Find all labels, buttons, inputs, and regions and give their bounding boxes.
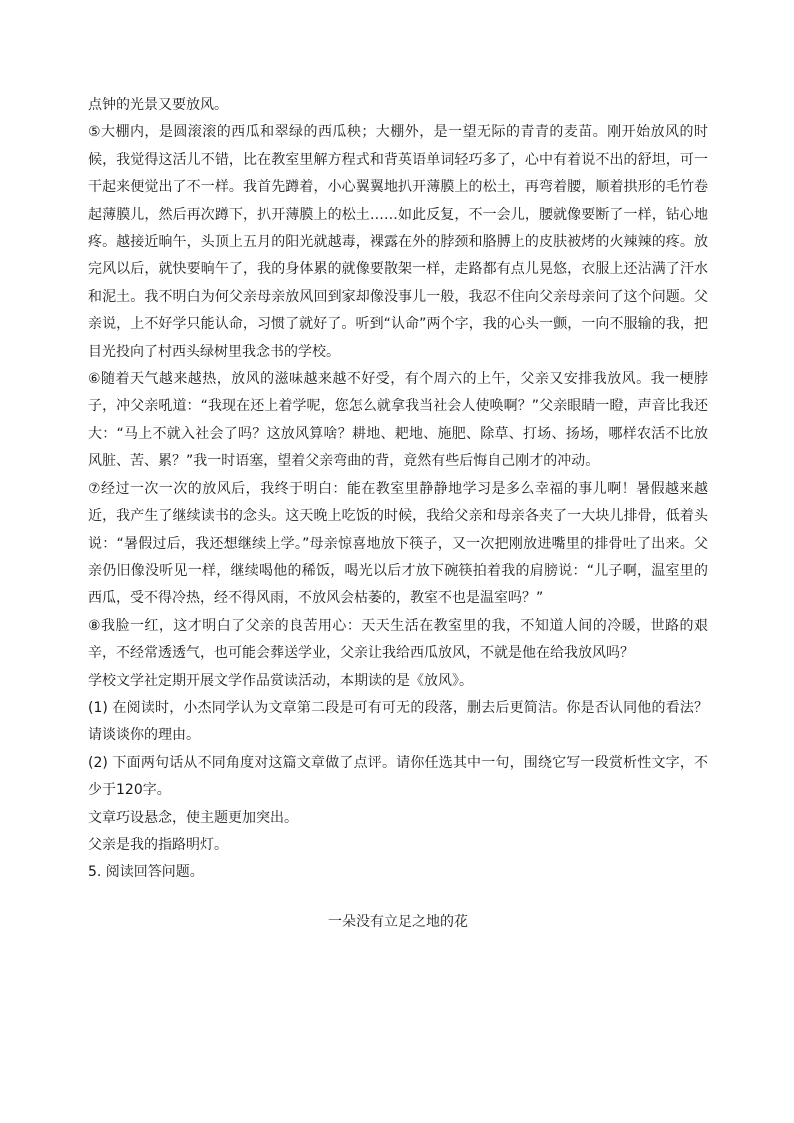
comment-option-2: 父亲是我的指路明灯。 [88,836,228,853]
activity-intro: 学校文学社定期开展文学作品赏读活动，本期读的是《放风》。 [88,672,473,689]
section-5-heading: 5. 阅读回答问题。 [88,864,204,881]
paragraph-5: ⑤大棚内，是圆滚滚的西瓜和翠绿的西瓜秧；大棚外，是一望无际的青青的麦苗。刚开始放风的时候，我觉得这活儿不错，比在教室里解方程式和背英语单词轻巧多了，心中有着说不出的舒坦，可一干起来便觉出了不一样。我首先蹲着，小心翼翼地扒开薄膜上的松土，再弯着腰，顺着拱形的毛竹卷起薄膜儿，然后再次蹲下，扒开薄膜上的松土……如此反复，不一会儿，腰就像要断了一样，钻心地疼。越接近晌午，头顶上五月的阳光就越毒，裸露在外的脖颈和胳膊上的皮肤被烤的火辣辣的疼。放完风以后，就快要晌午了，我的身体累的就像要散架一样，走路都有点儿晃悠，衣服上还沾满了汗水和泥土。我不明白为何父亲母亲放风回到家却像没事儿一般，我忍不住向父亲母亲问了这个问题。父亲说，上不好学只能认命，习惯了就好了。听到“认命”两个字，我的心头一颤，一向不服输的我，把目光投向了村西头绿树里我念书的学校。 [88,124,708,360]
paragraph-7: ⑦经过一次一次的放风后，我终于明白：能在教室里静静地学习是多么幸福的事儿啊！暑假越来越近，我产生了继续读书的念头。这天晚上吃饭的时候，我给父亲和母亲各夹了一大块儿排骨，低着头说：“暑假过后，我还想继续上学。”母亲惊喜地放下筷子，又一次把刚放进嘴里的排骨吐了出来。父亲仍旧像没听见一样，继续喝他的稀饭，喝光以后才放下碗筷拍着我的肩膀说：“儿子啊，温室里的西瓜，受不得冷热，经不得风雨，不放风会枯萎的，教室不也是温室吗？” [88,480,708,607]
paragraph-continuation: 点钟的光景又要放风。 [88,97,228,113]
question-2: (2) 下面两句话从不同角度对这篇文章做了点评。请你任选其中一句，围绕它写一段赏析性文字，不少于120字。 [88,754,708,799]
paragraph-8: ⑧我脸一红，这才明白了父亲的良苦用心：天天生活在教室里的我，不知道人间的冷暖，世路的艰辛，不经常透透气，也可能会葬送学业，父亲让我给西瓜放风，不就是他在给我放风吗？ [88,617,708,662]
question-1: (1) 在阅读时，小杰同学认为文章第二段是可有可无的段落，删去后更简洁。你是否认同他的看法？请谈谈你的理由。 [88,699,708,744]
document-page [88,92,708,936]
next-article-title: 一朵没有立足之地的花 [328,913,468,930]
paragraph-6: ⑥随着天气越来越热，放风的滋味越来越不好受，有个周六的上午，父亲又安排我放风。我一梗脖子，冲父亲吼道：“我现在还上着学呢，您怎么就拿我当社会人使唤啊？”父亲眼睛一瞪，声音比我还大：“马上不就入社会了吗？这放风算啥？耕地、耙地、施肥、除草、打场、扬场，哪样农活不比放风脏、苦、累？”我一时语塞，望着父亲弯曲的背，竟然有些后悔自己刚才的冲动。 [88,371,708,470]
comment-option-1: 文章巧设悬念，使主题更加突出。 [88,809,298,826]
